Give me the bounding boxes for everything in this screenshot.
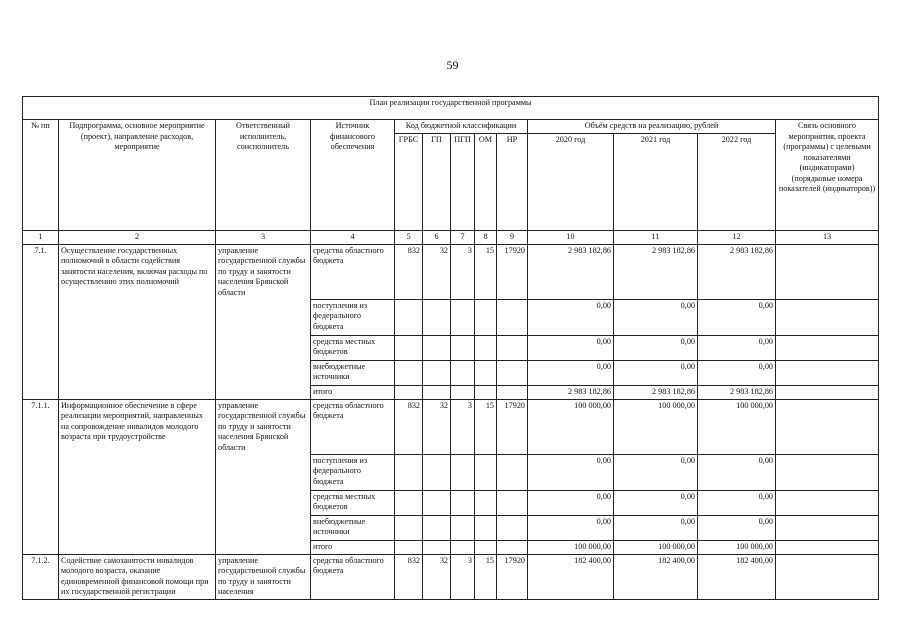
- code-grbs: [395, 490, 423, 515]
- header-pgp: ПГП: [451, 134, 475, 231]
- amount-2020: 100 000,00: [528, 540, 614, 554]
- code-gp: [423, 454, 451, 490]
- col-number: 1: [23, 231, 59, 245]
- code-pgp: [451, 454, 475, 490]
- amount-2021: 100 000,00: [614, 540, 698, 554]
- col-number: 11: [614, 231, 698, 245]
- indicator-link-cell: [776, 244, 879, 299]
- indicator-link-cell: [776, 299, 879, 335]
- amount-2022: 0,00: [698, 454, 776, 490]
- amount-2021: 0,00: [614, 515, 698, 540]
- indicator-link-cell: [776, 399, 879, 454]
- amount-2022: 0,00: [698, 335, 776, 360]
- code-pgp: [451, 299, 475, 335]
- header-grbs: ГРБС: [395, 134, 423, 231]
- code-om: [475, 335, 497, 360]
- source-regional: средства областного бюджета: [311, 399, 395, 454]
- amount-2021: 2 983 182,86: [614, 244, 698, 299]
- table-title: План реализации государственной программы: [23, 97, 879, 120]
- code-om: [475, 454, 497, 490]
- header-name: Подпрограмма, основное мероприятие (проект), направление расходов, мероприятие: [59, 120, 216, 231]
- code-nr: [497, 360, 528, 385]
- code-gp: [423, 540, 451, 554]
- code-om: 15: [475, 399, 497, 454]
- indicator-link-cell: [776, 554, 879, 599]
- source-total: итого: [311, 385, 395, 399]
- code-nr: [497, 335, 528, 360]
- indicator-link-cell: [776, 385, 879, 399]
- code-pgp: [451, 360, 475, 385]
- amount-2022: 2 983 182,86: [698, 244, 776, 299]
- header-budget-code: Код бюджетной классификации: [395, 120, 528, 134]
- amount-2021: 0,00: [614, 490, 698, 515]
- header-executor: Ответственный исполнитель, соисполнитель: [216, 120, 311, 231]
- table-row: [23, 399, 879, 454]
- code-grbs: 832: [395, 399, 423, 454]
- amount-2020: 0,00: [528, 360, 614, 385]
- code-gp: [423, 385, 451, 399]
- amount-2020: 0,00: [528, 454, 614, 490]
- amount-2021: 2 983 182,86: [614, 385, 698, 399]
- amount-2022: 100 000,00: [698, 399, 776, 454]
- col-number: 9: [497, 231, 528, 245]
- source-extra: внебюджетные источники: [311, 360, 395, 385]
- code-nr: [497, 454, 528, 490]
- code-pgp: [451, 540, 475, 554]
- amount-2022: 100 000,00: [698, 540, 776, 554]
- code-om: [475, 360, 497, 385]
- code-nr: 17920: [497, 244, 528, 299]
- col-number: 3: [216, 231, 311, 245]
- col-number: 8: [475, 231, 497, 245]
- header-num: № пп: [23, 120, 59, 231]
- code-gp: [423, 490, 451, 515]
- code-om: [475, 515, 497, 540]
- item-executor: управление государственной службы по труду и занятости населения Брянской области: [216, 399, 311, 554]
- amount-2020: 2 983 182,86: [528, 244, 614, 299]
- col-number: 4: [311, 231, 395, 245]
- item-number: 7.1.2.: [23, 554, 59, 599]
- code-grbs: [395, 454, 423, 490]
- item-name: Осуществление государственных полномочий в области содействия занятости населения, включая расходы по осуществлению этих полномочий: [59, 244, 216, 399]
- col-number: 6: [423, 231, 451, 245]
- indicator-link-cell: [776, 490, 879, 515]
- amount-2021: 182 400,00: [614, 554, 698, 599]
- amount-2021: 0,00: [614, 454, 698, 490]
- header-source: Источник финансового обеспечения: [311, 120, 395, 231]
- amount-2021: 100 000,00: [614, 399, 698, 454]
- header-link: Связь основного мероприятия, проекта (программы) с целевыми показателями (индикаторами) (порядковые номера показателей (индикаторов)): [776, 120, 879, 231]
- header-gp: ГП: [423, 134, 451, 231]
- source-total: итого: [311, 540, 395, 554]
- code-grbs: [395, 540, 423, 554]
- col-number: 5: [395, 231, 423, 245]
- page-number: 59: [446, 58, 459, 72]
- code-om: 15: [475, 554, 497, 599]
- indicator-link-cell: [776, 515, 879, 540]
- table-row: [23, 244, 879, 299]
- code-pgp: 3: [451, 244, 475, 299]
- code-gp: 32: [423, 399, 451, 454]
- source-local: средства местных бюджетов: [311, 490, 395, 515]
- code-grbs: 832: [395, 244, 423, 299]
- item-executor: управление государственной службы по труду и занятости населения Брянской области: [216, 244, 311, 399]
- code-om: [475, 299, 497, 335]
- col-number: 13: [776, 231, 879, 245]
- item-number: 7.1.1.: [23, 399, 59, 554]
- header-volume: Объём средств на реализацию, рублей: [528, 120, 776, 134]
- source-local: средства местных бюджетов: [311, 335, 395, 360]
- implementation-plan-table: [22, 96, 879, 600]
- code-nr: [497, 385, 528, 399]
- code-nr: 17920: [497, 554, 528, 599]
- code-gp: [423, 299, 451, 335]
- source-federal: поступления из федерального бюджета: [311, 454, 395, 490]
- table-row: [23, 554, 879, 599]
- source-federal: поступления из федерального бюджета: [311, 299, 395, 335]
- amount-2021: 0,00: [614, 360, 698, 385]
- item-executor: управление государственной службы по труду и занятости населения: [216, 554, 311, 599]
- col-number: 12: [698, 231, 776, 245]
- code-grbs: [395, 299, 423, 335]
- code-pgp: 3: [451, 399, 475, 454]
- code-gp: [423, 360, 451, 385]
- code-nr: [497, 540, 528, 554]
- indicator-link-cell: [776, 454, 879, 490]
- code-grbs: [395, 335, 423, 360]
- amount-2022: 0,00: [698, 299, 776, 335]
- code-gp: [423, 515, 451, 540]
- indicator-link-cell: [776, 540, 879, 554]
- code-om: 15: [475, 244, 497, 299]
- source-regional: средства областного бюджета: [311, 244, 395, 299]
- code-grbs: 832: [395, 554, 423, 599]
- col-number: 2: [59, 231, 216, 245]
- header-om: ОМ: [475, 134, 497, 231]
- code-grbs: [395, 385, 423, 399]
- item-number: 7.1.: [23, 244, 59, 399]
- code-om: [475, 490, 497, 515]
- amount-2020: 0,00: [528, 515, 614, 540]
- amount-2020: 100 000,00: [528, 399, 614, 454]
- header-year-2021: 2021 год: [614, 134, 698, 231]
- code-pgp: 3: [451, 554, 475, 599]
- amount-2020: 2 983 182,86: [528, 385, 614, 399]
- code-gp: 32: [423, 244, 451, 299]
- code-nr: [497, 490, 528, 515]
- amount-2021: 0,00: [614, 299, 698, 335]
- code-pgp: [451, 335, 475, 360]
- amount-2022: 0,00: [698, 490, 776, 515]
- header-year-2022: 2022 год: [698, 134, 776, 231]
- code-pgp: [451, 515, 475, 540]
- indicator-link-cell: [776, 335, 879, 360]
- item-name: Содействие самозанятости инвалидов молодого возраста, оказание единовременной финансовой помощи при их государственной регистрации: [59, 554, 216, 599]
- code-om: [475, 540, 497, 554]
- code-grbs: [395, 515, 423, 540]
- code-gp: 32: [423, 554, 451, 599]
- header-year-2020: 2020 год: [528, 134, 614, 231]
- amount-2021: 0,00: [614, 335, 698, 360]
- amount-2020: 182 400,00: [528, 554, 614, 599]
- code-grbs: [395, 360, 423, 385]
- amount-2020: 0,00: [528, 335, 614, 360]
- amount-2022: 182 400,00: [698, 554, 776, 599]
- amount-2020: 0,00: [528, 490, 614, 515]
- source-extra: внебюджетные источники: [311, 515, 395, 540]
- code-pgp: [451, 385, 475, 399]
- code-nr: [497, 299, 528, 335]
- header-nr: НР: [497, 134, 528, 231]
- amount-2022: 2 983 182,86: [698, 385, 776, 399]
- amount-2020: 0,00: [528, 299, 614, 335]
- item-name: Информационное обеспечение в сфере реализации мероприятий, направленных на сопровождение инвалидов молодого возраста при трудоустройстве: [59, 399, 216, 554]
- amount-2022: 0,00: [698, 515, 776, 540]
- code-om: [475, 385, 497, 399]
- code-gp: [423, 335, 451, 360]
- code-nr: [497, 515, 528, 540]
- code-pgp: [451, 490, 475, 515]
- indicator-link-cell: [776, 360, 879, 385]
- source-regional: средства областного бюджета: [311, 554, 395, 599]
- col-number: 10: [528, 231, 614, 245]
- col-number: 7: [451, 231, 475, 245]
- code-nr: 17920: [497, 399, 528, 454]
- amount-2022: 0,00: [698, 360, 776, 385]
